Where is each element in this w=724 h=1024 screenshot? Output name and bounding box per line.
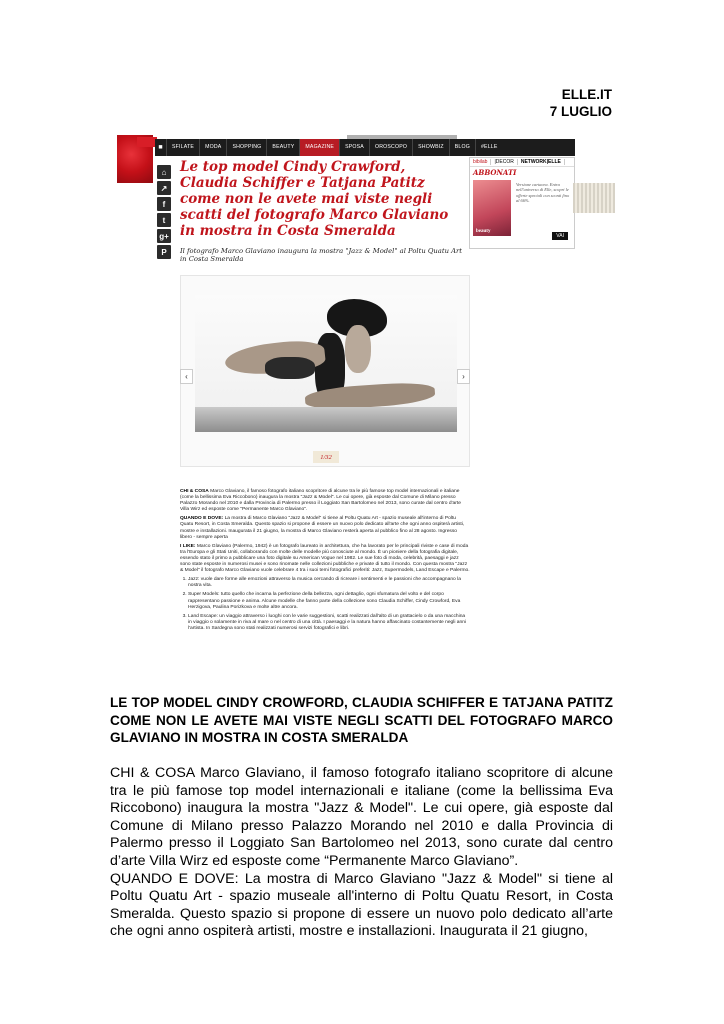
clip-label: QUANDO E DOVE: <box>180 516 224 522</box>
subscribe-ad[interactable] <box>469 157 575 249</box>
clip-paragraph <box>180 489 470 513</box>
nav-item-sposa[interactable]: SPOSA <box>339 139 369 156</box>
ad-text: Versione cartacea. Entra nell'universo di Elle, scopri le offerte speciali con sconti fino al 66%. <box>516 182 570 204</box>
twitter-icon[interactable]: t <box>157 213 171 227</box>
document-header <box>550 86 612 120</box>
date-label: 7 LUGLIO <box>549 104 612 119</box>
ad-title: ABBONATI <box>473 168 517 177</box>
social-bar <box>157 165 171 261</box>
ad-cta-button[interactable]: VAI <box>552 232 568 240</box>
nav-item-showbiz[interactable]: SHOWBIZ <box>412 139 449 156</box>
nav-item-beauty[interactable]: BEAUTY <box>266 139 299 156</box>
photo-gallery <box>180 275 470 467</box>
clipping-article-body <box>180 489 470 635</box>
home-icon[interactable]: ⌂ <box>157 165 171 179</box>
list-item: 3. Land Escape: un viaggio attraverso i luoghi con le varie suggestioni, scatti realizzati dall'alto di un grattacielo o da una macchina in viaggio o solamente in riva al mare o nel centro di una città. I paesaggi e la natura hanno affascinato costantemente negli anni l'artista. In Sardegna sono stati realizzati numerosi servizi fotografici e libri. <box>188 614 470 632</box>
side-thumbnail <box>573 183 615 213</box>
article-headline: Le top model Cindy Crawford, Claudia Schiffer e Tatjana Patitz come non le avete mai viste negli scatti del fotografo Marco Glaviano in mostra in Costa Smeralda <box>180 159 449 239</box>
clip-paragraph <box>180 516 470 540</box>
source-label: ELLE.IT <box>561 87 612 102</box>
body-paragraph: CHI & COSA Marco Glaviano, il famoso fotografo italiano scopritore di alcune tra le più famose top model internazionali e italiane (come la bellissima Eva Riccobono) inaugura la mostra "Jazz & Model". Le cui opere, già esposte dal Comune di Milano presso Palazzo Morando nel 2010 e dalla Provincia di Palermo presso il Loggiato San Bartolomeo nel 2013, sono curate dal centro d’arte Villa Wirz ed esposte come “Permanente Marco Glaviano”. <box>110 765 613 869</box>
nav-item-magazine[interactable]: MAGAZINE <box>299 139 339 156</box>
nav-item-elle[interactable]: #ELLE <box>475 139 503 156</box>
magazine-cover <box>473 180 511 236</box>
ad-tab[interactable]: NETWORK|ELLE <box>518 159 565 165</box>
share-icon[interactable]: ↗ <box>157 181 171 195</box>
logo-corner-detail <box>137 137 157 147</box>
clip-list <box>180 577 470 632</box>
clip-text: Marco Glaviano (Palermo, 1942) è un fotografo laureato in architettura, che ha lavorato per le principali riviste e case di moda tra l'Europa e gli Stati Uniti, collaborando con molte delle modelle più conosciute al mondo. È un pioniere della fotografia digitale, essendo stato il primo a pubblicare una foto digitale su American Vogue nel 1982. Le sue foto di moda, celebrità, paesaggi e jazz sono state esposte in numerosi musei e sono rinomate nelle collezioni pubbliche e private di tutto il mondo. Con questa mostra "Jazz & Model" il fotografo Marco Glaviano vuole celebrare 4 tra i suoi temi fotografici preferiti: Jazz, Supermodels, Land Escape e Palermo. <box>180 543 470 574</box>
clip-label: I LIKE: <box>180 543 196 549</box>
prev-arrow-icon[interactable]: ‹ <box>180 369 193 384</box>
article-subheadline: Il fotografo Marco Glaviano inaugura la mostra "Jazz & Model" al Poltu Quatu Art in Costa Smeralda <box>180 247 463 263</box>
ad-tab[interactable]: |DECOR <box>491 159 517 165</box>
nav-item-moda[interactable]: MODA <box>199 139 226 156</box>
web-clipping <box>117 135 615 687</box>
clip-paragraph <box>180 544 470 574</box>
nav-item-shopping[interactable]: SHOPPING <box>226 139 266 156</box>
nav-bar <box>155 139 575 156</box>
home-icon[interactable]: ■ <box>158 144 163 151</box>
nav-item-sfilate[interactable]: SFILATE <box>166 139 199 156</box>
clip-text: Marco Glaviano, il famoso fotografo italiano scopritore di alcune tra le più famose top model internazionali e italiane (come la bellissima Eva Riccobono) inaugura la mostra "Jazz & Model". Le cui opere, già esposte dal Comune di Milano presso Palazzo Morando nel 2010 e dalla Provincia di Palermo presso il Loggiato San Bartolomeo nel 2013, sono curate dal centro d'arte Villa Wirz ed esposte come "Permanente Marco Glaviano". <box>180 489 461 513</box>
google-plus-icon[interactable]: g+ <box>157 229 171 243</box>
document-body <box>110 765 613 941</box>
facebook-icon[interactable]: f <box>157 197 171 211</box>
document-title: LE TOP MODEL CINDY CROWFORD, CLAUDIA SCHIFFER E TATJANA PATITZ COME NON LE AVETE MAI VISTE NEGLI SCATTI DEL FOTOGRAFO MARCO GLAVIANO IN MOSTRA IN COSTA SMERALDA <box>110 695 613 746</box>
nav-item-blog[interactable]: BLOG <box>449 139 475 156</box>
clip-text: La mostra di Marco Glaviano "Jazz & Model" si tiene al Poltu Quatu Art - spazio museale all'interno di Poltu Quatu Resort, in Costa Smeralda. Questo spazio si propone di essere un nuovo polo dedicato all'arte che ogni anno ospiterà artisti, mostre e installazioni. Inaugurata il 21 giugno, la mostra di Marco Glaviano resterà aperta al pubblico fino al 28 agosto. Ingresso libero - sempre aperta <box>180 516 465 540</box>
clip-label: CHI & COSA <box>180 489 209 494</box>
list-item: 1. Jazz: vuole dare forme alle emozioni attraverso la musica cercando di ricreare i sentimenti e le passioni che accompagnano la nostra vita. <box>188 577 470 589</box>
next-arrow-icon[interactable]: › <box>457 369 470 384</box>
nav-item-oroscopo[interactable]: OROSCOPO <box>369 139 412 156</box>
gallery-photo[interactable] <box>195 295 457 432</box>
body-paragraph: QUANDO E DOVE: La mostra di Marco Glaviano "Jazz & Model" si tiene al Poltu Quatu Art - spazio museale all'interno di Poltu Quatu Resort, in Costa Smeralda. Questo spazio si propone di essere un nuovo polo dedicato all’arte che ogni anno ospiterà artisti, mostre e installazioni. Inaugurata il 21 giugno, <box>110 870 613 940</box>
gallery-counter: 1/32 <box>313 451 339 463</box>
list-item: 2. Super Models: tutto quello che incarna la perfezione della bellezza, ogni dettaglio, ogni sfumatura del volto e del corpo rappresentano passione e anima. Alcune modelle che fanno parte della collezione sono Claudia Schiffer, Cindy Crowford, Eva Herzigova, Paulina Porizkova e molte altre ancora. <box>188 592 470 610</box>
pinterest-icon[interactable]: P <box>157 245 171 259</box>
ad-tab[interactable]: bibilab <box>470 159 491 165</box>
magazine-label: beauty <box>476 229 491 234</box>
ad-tabs <box>470 158 574 167</box>
